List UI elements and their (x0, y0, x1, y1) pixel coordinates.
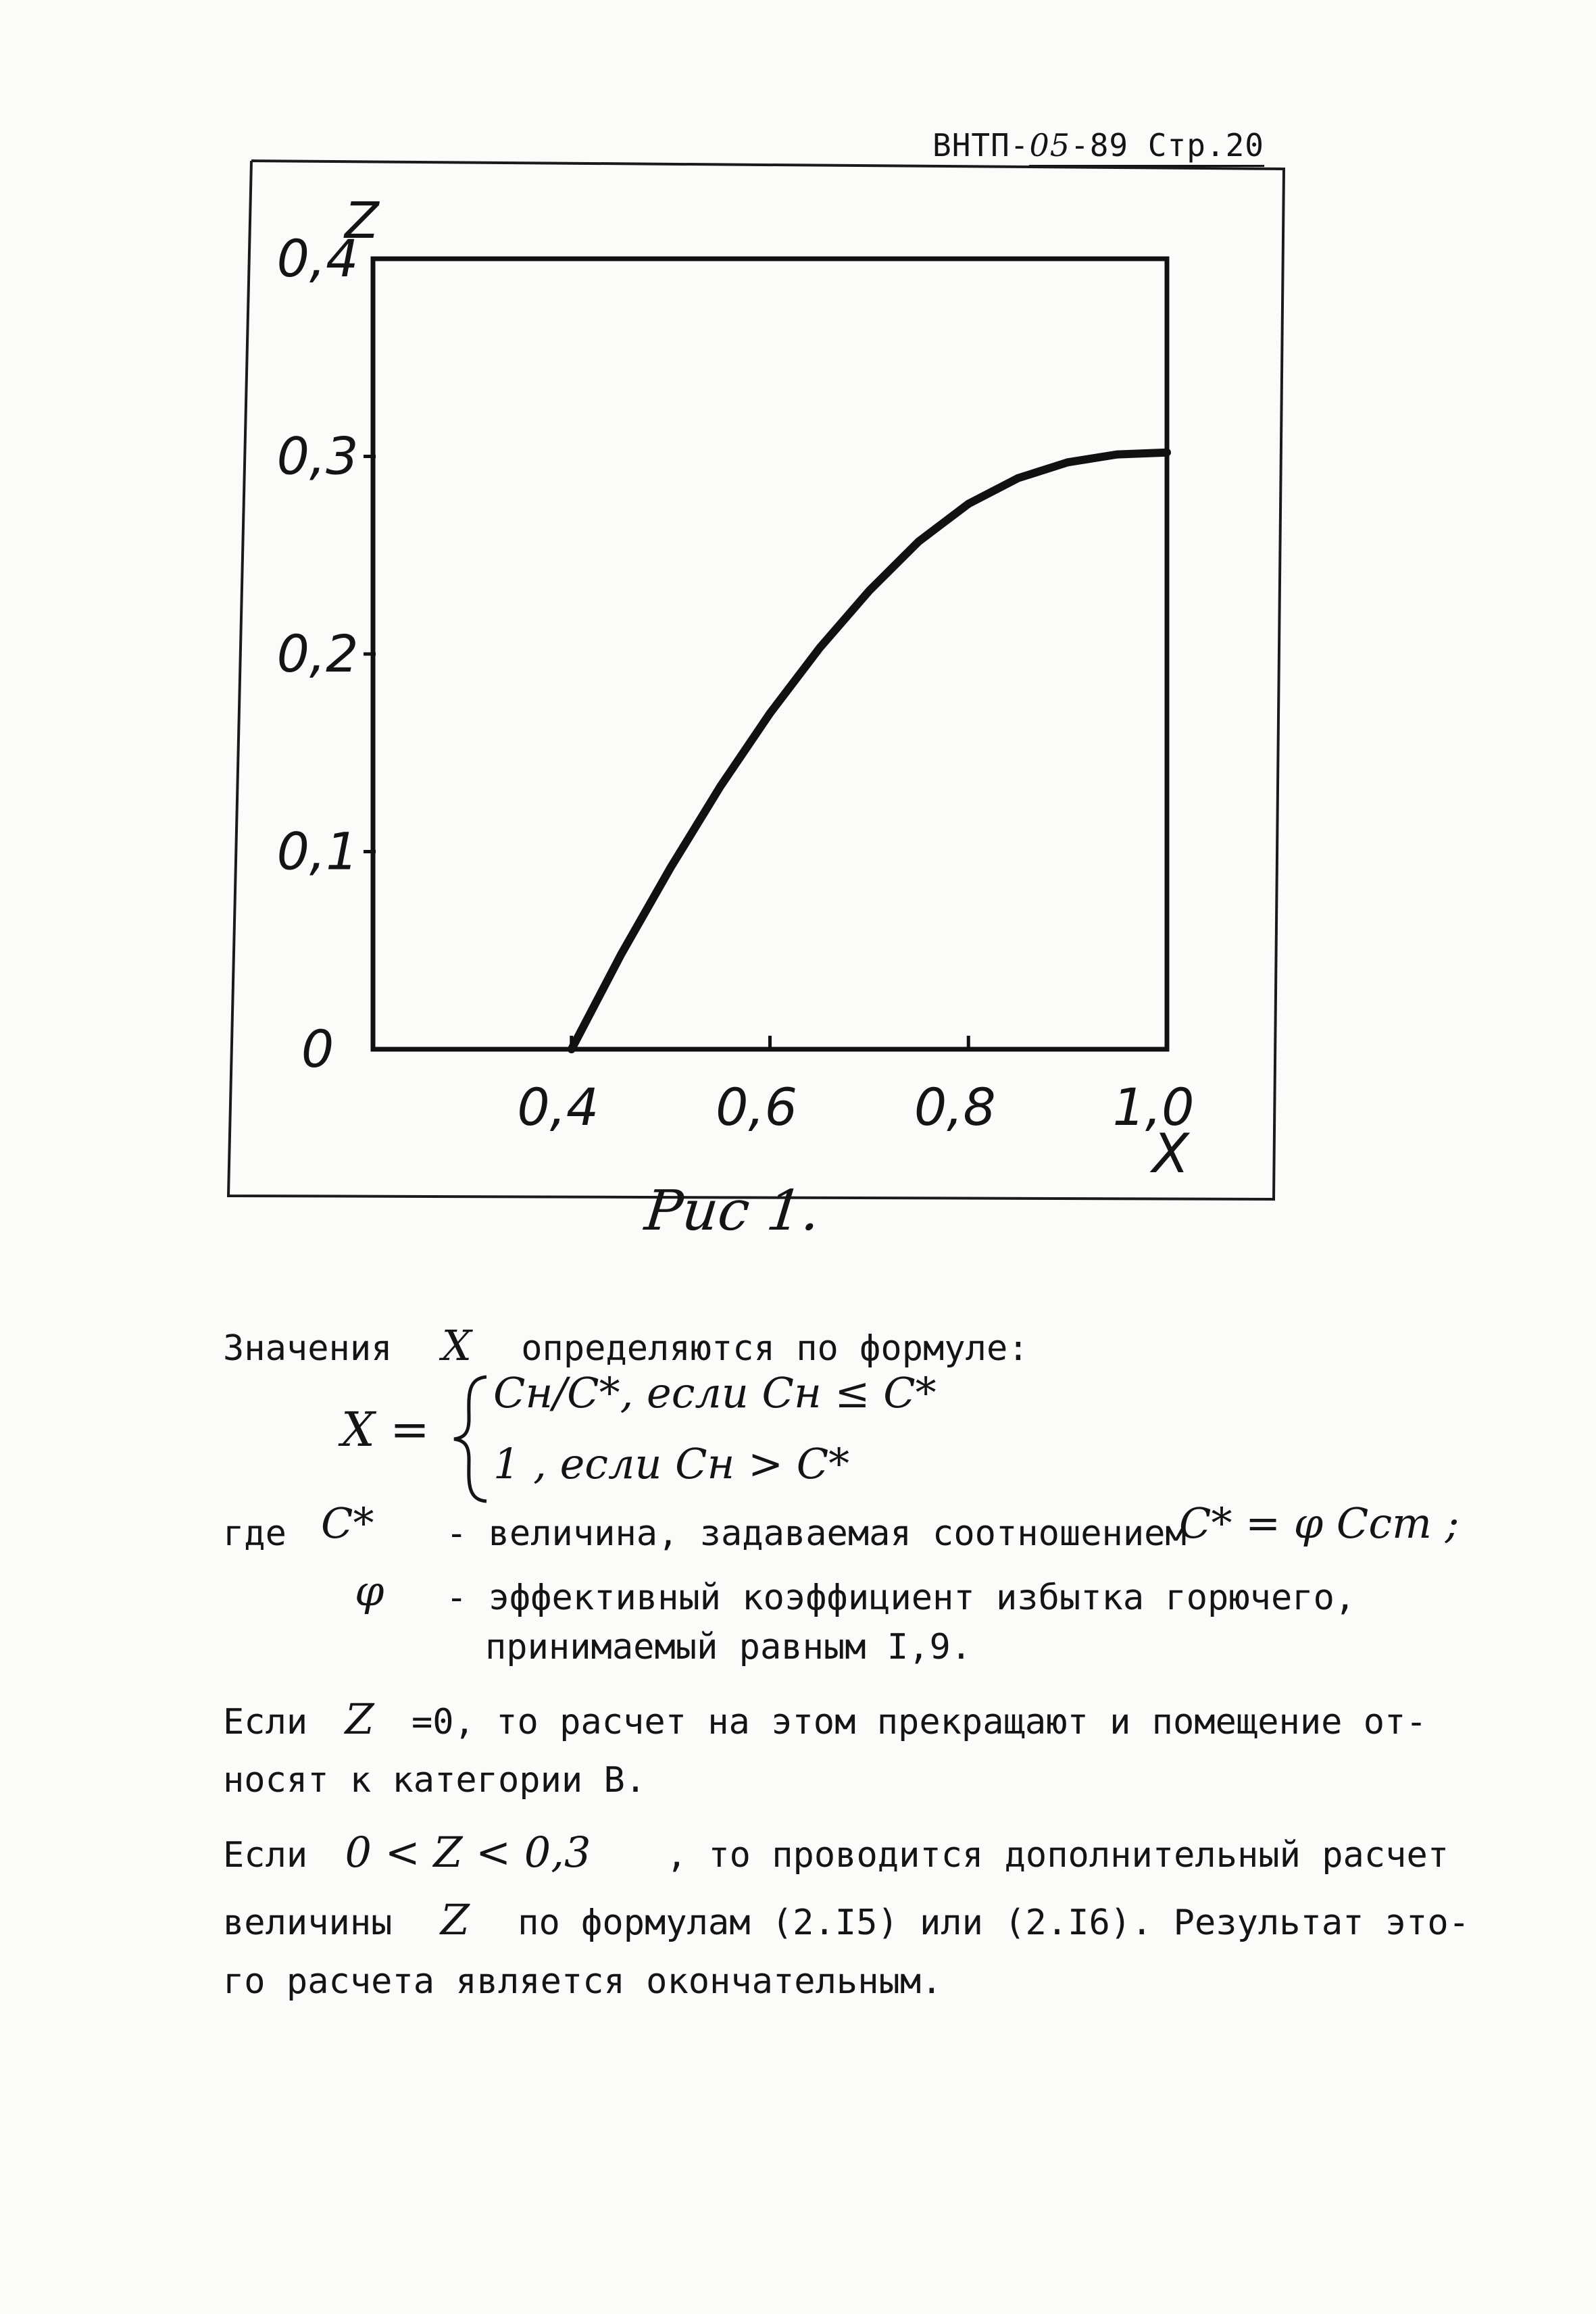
p2-text-c: величины (223, 1903, 393, 1943)
p2-var: Z (440, 1895, 470, 1944)
y-ticks (277, 228, 376, 1079)
figure-frame (228, 161, 1284, 1199)
intro-text-a: Значения (223, 1328, 393, 1369)
p2-text-a: Если (223, 1835, 308, 1876)
y-tick-label: 0,1 (276, 821, 359, 882)
formula-case-2: 1 , если Cн > C* (493, 1439, 850, 1488)
header-prefix: ВНТП- (932, 127, 1030, 164)
formula-case-1: Cн/C*, если Cн ≤ C* (493, 1368, 937, 1417)
where-label: где (223, 1513, 286, 1554)
p2-text-d: по формулам (2.I5) или (2.I6). Результат это- (518, 1903, 1470, 1943)
formula-lhs: X = (341, 1402, 430, 1457)
p2-line1 (223, 1828, 1449, 1877)
p1-text-a: Если (223, 1702, 308, 1742)
def1-symbol: C* (321, 1499, 374, 1548)
header-number: 05 (1029, 127, 1070, 167)
intro-line (223, 1321, 1029, 1370)
p2-condition: 0 < Z < 0,3 (345, 1828, 591, 1877)
x-tick-label: 0,6 (716, 1077, 797, 1137)
p1-text-b: =0, то расчет на этом прекращают и помещение от- (411, 1702, 1427, 1742)
def1-text: - величина, задаваемая соотношением (446, 1513, 1187, 1554)
y-axis-label: Z (345, 192, 379, 250)
y-tick-label: 0,2 (276, 624, 359, 684)
intro-text-b: определяются по формуле: (521, 1328, 1029, 1369)
def1-formula: C* = φ Cст ; (1179, 1499, 1460, 1548)
def2-text-2: принимаемый равным I,9. (485, 1627, 972, 1667)
p2-line2 (223, 1895, 1470, 1944)
p1-line1 (223, 1694, 1427, 1744)
x-tick-label: 0,8 (914, 1077, 996, 1137)
p1-line2: носят к категории В. (223, 1760, 647, 1801)
formula-brace (447, 1372, 495, 1507)
p2-text-b: , то проводится дополнительный расчет (666, 1835, 1449, 1876)
y-tick-label: 0,4 (276, 228, 359, 288)
def2-symbol: φ (355, 1566, 384, 1615)
plot-area (373, 259, 1167, 1049)
figure-caption: Рис 1. (642, 1179, 824, 1243)
series-curve (572, 453, 1167, 1049)
x-tick-label: 0,4 (517, 1077, 599, 1137)
p1-var: Z (345, 1694, 374, 1744)
y-tick-label: 0 (301, 1019, 334, 1079)
def1-line (223, 1513, 286, 1554)
header-suffix: -89 Стр.20 (1070, 127, 1264, 167)
p2-line3: го расчета является окончательным. (223, 1961, 943, 2002)
y-tick-label: 0,3 (276, 426, 359, 486)
intro-var: X (441, 1321, 472, 1370)
x-tick-label: 1,0 (1112, 1077, 1195, 1137)
x-axis-label: X (1152, 1122, 1189, 1185)
def2-text: - эффективный коэффициент избытка горючего, (446, 1578, 1356, 1618)
